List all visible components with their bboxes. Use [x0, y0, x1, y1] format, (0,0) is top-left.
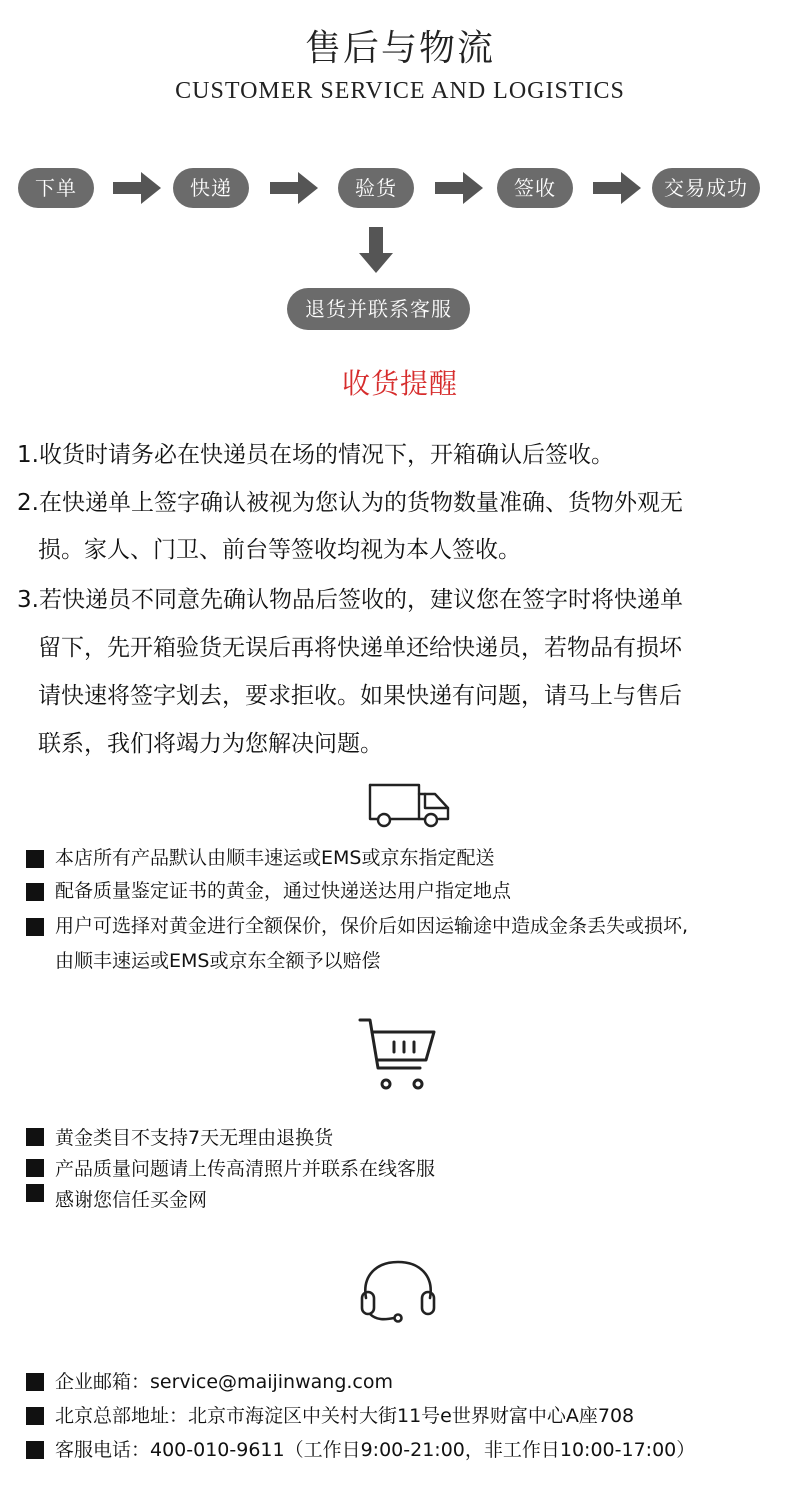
bullet-square: [26, 1184, 44, 1202]
reminder-line: 损。家人、门卫、前台等签收均视为本人签收。: [38, 537, 521, 563]
bullet-square: [26, 918, 44, 936]
arrow-right-icon: [270, 172, 318, 204]
reminder-line: 1.收货时请务必在快递员在场的情况下，开箱确认后签收。: [17, 442, 614, 468]
truck-icon: [367, 782, 453, 828]
bullet-square: [26, 883, 44, 901]
shipping-text: 用户可选择对黄金进行全额保价，保价后如因运输途中造成金条丢失或损坏,: [55, 915, 689, 937]
page-subtitle: CUSTOMER SERVICE AND LOGISTICS: [175, 78, 625, 104]
cart-icon: [358, 1016, 438, 1096]
step-sign: 签收: [497, 168, 573, 208]
bullet-square: [26, 1441, 44, 1459]
bullet-square: [26, 1128, 44, 1146]
bullet-square: [26, 1159, 44, 1177]
reminder-title: 收货提醒: [341, 367, 458, 400]
step-order: 下单: [18, 168, 94, 208]
returns-text: 感谢您信任买金网: [55, 1189, 208, 1211]
shipping-text: 本店所有产品默认由顺丰速运或EMS或京东指定配送: [55, 847, 495, 869]
shipping-text: 由顺丰速运或EMS或京东全额予以赔偿: [55, 950, 381, 972]
step-success: 交易成功: [652, 168, 760, 208]
bullet-square: [26, 850, 44, 868]
contact-phone: 客服电话：400-010-9611（工作日9:00-21:00，非工作日10:00-17:00）: [55, 1439, 696, 1461]
headset-icon: [358, 1258, 438, 1330]
arrow-right-icon: [593, 172, 641, 204]
bullet-square: [26, 1373, 44, 1391]
reminder-line: 联系，我们将竭力为您解决问题。: [38, 731, 383, 757]
arrow-right-icon: [435, 172, 483, 204]
reminder-line: 2.在快递单上签字确认被视为您认为的货物数量准确、货物外观无: [17, 490, 683, 516]
returns-text: 黄金类目不支持7天无理由退换货: [55, 1127, 334, 1149]
arrow-down-icon: [359, 227, 393, 273]
bullet-square: [26, 1407, 44, 1425]
step-return: 退货并联系客服: [287, 288, 470, 330]
contact-email: 企业邮箱：service@maijinwang.com: [55, 1371, 393, 1393]
reminder-line: 3.若快递员不同意先确认物品后签收的，建议您在签字时将快递单: [17, 587, 683, 613]
page-title: 售后与物流: [304, 28, 495, 69]
step-inspect: 验货: [338, 168, 414, 208]
reminder-line: 请快速将签字划去，要求拒收。如果快递有问题，请马上与售后: [38, 683, 682, 709]
shipping-text: 配备质量鉴定证书的黄金，通过快递送达用户指定地点: [55, 880, 512, 902]
step-express: 快递: [173, 168, 249, 208]
reminder-line: 留下，先开箱验货无误后再将快递单还给快递员，若物品有损坏: [38, 635, 682, 661]
contact-address: 北京总部地址：北京市海淀区中关村大街11号e世界财富中心A座708: [55, 1405, 635, 1427]
returns-text: 产品质量问题请上传高清照片并联系在线客服: [55, 1158, 436, 1180]
arrow-right-icon: [113, 172, 161, 204]
